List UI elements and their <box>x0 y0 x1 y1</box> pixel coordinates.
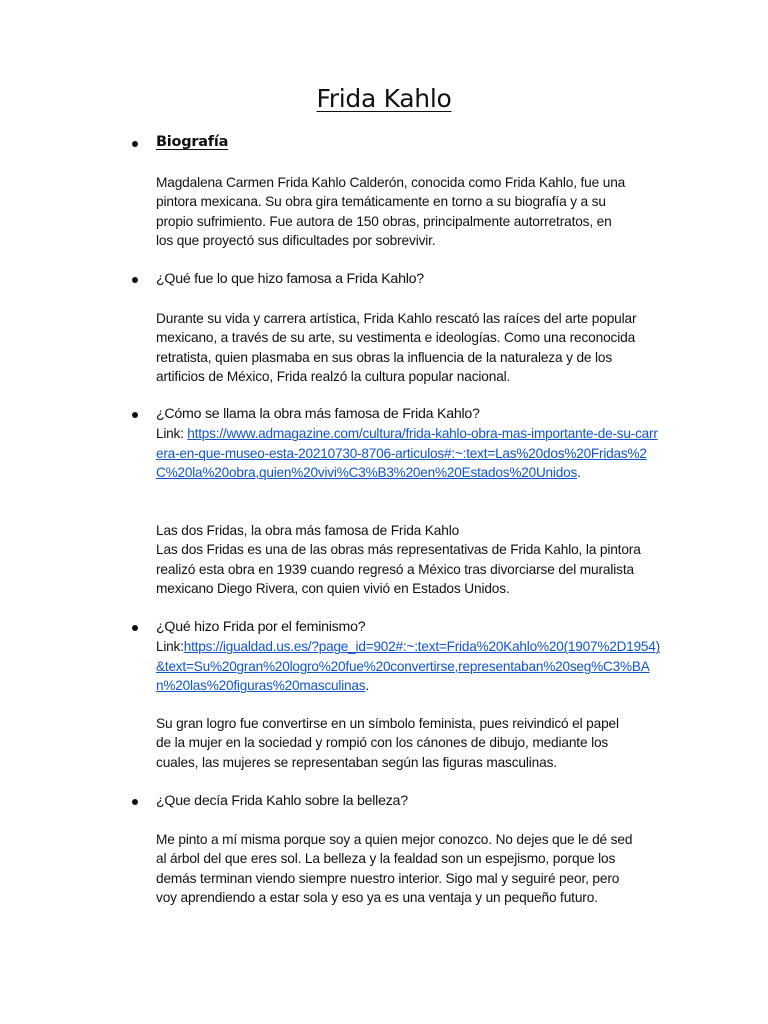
section-belleza <box>156 792 666 811</box>
section-paragraph <box>156 830 656 908</box>
paragraph-line: cuales, las mujeres se representaban según las figuras masculinas. <box>156 754 557 770</box>
section-famosa <box>156 270 666 289</box>
section-biografia <box>156 133 666 152</box>
paragraph-line: pintora mexicana. Su obra gira temáticamente en torno a su biografía y a su <box>156 194 606 210</box>
section-paragraph <box>156 173 656 251</box>
section-heading: ¿Cómo se llama la obra más famosa de Frida Kahlo? <box>156 405 666 424</box>
section-obra-famosa <box>156 405 666 483</box>
section-paragraph <box>156 714 656 772</box>
title-text: Frida Kahlo <box>316 84 452 113</box>
bullet-icon <box>132 625 138 631</box>
link-label: Link: <box>156 426 188 442</box>
bullet-icon <box>132 412 138 418</box>
section-heading: Biografía <box>156 133 666 152</box>
paragraph-line: mexicano Diego Rivera, con quien vivió en Estados Unidos. <box>156 581 510 597</box>
section-heading: ¿Qué fue lo que hizo famosa a Frida Kahlo? <box>156 270 666 289</box>
section-paragraph <box>156 309 656 387</box>
paragraph-line: propio sufrimiento. Fue autora de 150 obras, principalmente autorretratos, en <box>156 213 612 229</box>
paragraph-line: Las dos Fridas es una de las obras más representativas de Frida Kahlo, la pintora <box>156 542 641 558</box>
paragraph-line: Durante su vida y carrera artística, Frida Kahlo rescató las raíces del arte popular <box>156 311 637 326</box>
link-line <box>156 637 661 695</box>
link-suffix: . <box>577 465 581 481</box>
section-feminismo <box>156 618 666 696</box>
link-line <box>156 424 661 482</box>
link-suffix: . <box>365 678 369 694</box>
paragraph-line: mexicano, a través de su arte, su vestimenta e ideologías. Como una reconocida <box>156 330 636 346</box>
admagazine-link[interactable]: https://www.admagazine.com/cultura/frida-kahlo-obra-mas-importante-de-su-carrera-en-que-museo-esta-20210730-8706-articulos#:~:text=Las%20dos%20Fridas%2C%20la%20obra,quien%20vivi%C3%B3%20en%20Estados%20Unidos <box>156 426 658 481</box>
igualdad-link[interactable]: https://igualdad.us.es/?page_id=902#:~:text=Frida%20Kahlo%20(1907%2D1954)&text=Su%20gran%20logro%20fue%20convertirse,representaban%20seg%C3%BAn%20las%20figuras%20masculinas <box>156 639 660 694</box>
section-paragraph <box>156 521 656 599</box>
paragraph-line: retratista, quien plasmaba en sus obras la influencia de la naturaleza y de los <box>156 349 613 365</box>
paragraph-line: demás terminan viendo siempre nuestro interior. Sigo mal y seguiré peor, pero <box>156 870 620 886</box>
paragraph-line: Me pinto a mí misma porque soy a quien mejor conozco. No dejes que le dé sed <box>156 832 633 847</box>
section-heading: ¿Qué hizo Frida por el feminismo? <box>156 618 666 637</box>
paragraph-line: voy aprendiendo a estar sola y eso ya es una ventaja y un pequeño futuro. <box>156 890 598 906</box>
document-title <box>0 84 768 113</box>
link-label: Link: <box>156 639 184 655</box>
bullet-icon <box>132 277 138 283</box>
bullet-icon <box>132 141 138 147</box>
bullet-icon <box>132 799 138 805</box>
paragraph-line: realizó esta obra en 1939 cuando regresó a México tras divorciarse del muralista <box>156 561 634 577</box>
paragraph-line: los que proyectó sus dificultades por sobrevivir. <box>156 233 436 249</box>
paragraph-line: artificios de México, Frida realzó la cultura popular nacional. <box>156 369 511 385</box>
paragraph-line: de la mujer en la sociedad y rompió con los cánones de dibujo, mediante los <box>156 735 609 751</box>
paragraph-line: al árbol del que eres sol. La belleza y la fealdad son un espejismo, porque los <box>156 851 616 867</box>
paragraph-line: Las dos Fridas, la obra más famosa de Frida Kahlo <box>156 523 460 538</box>
paragraph-line: Su gran logro fue convertirse en un símbolo feminista, pues reivindicó el papel <box>156 716 619 731</box>
paragraph-line: Magdalena Carmen Frida Kahlo Calderón, conocida como Frida Kahlo, fue una <box>156 175 626 190</box>
section-heading: ¿Que decía Frida Kahlo sobre la belleza? <box>156 792 666 811</box>
